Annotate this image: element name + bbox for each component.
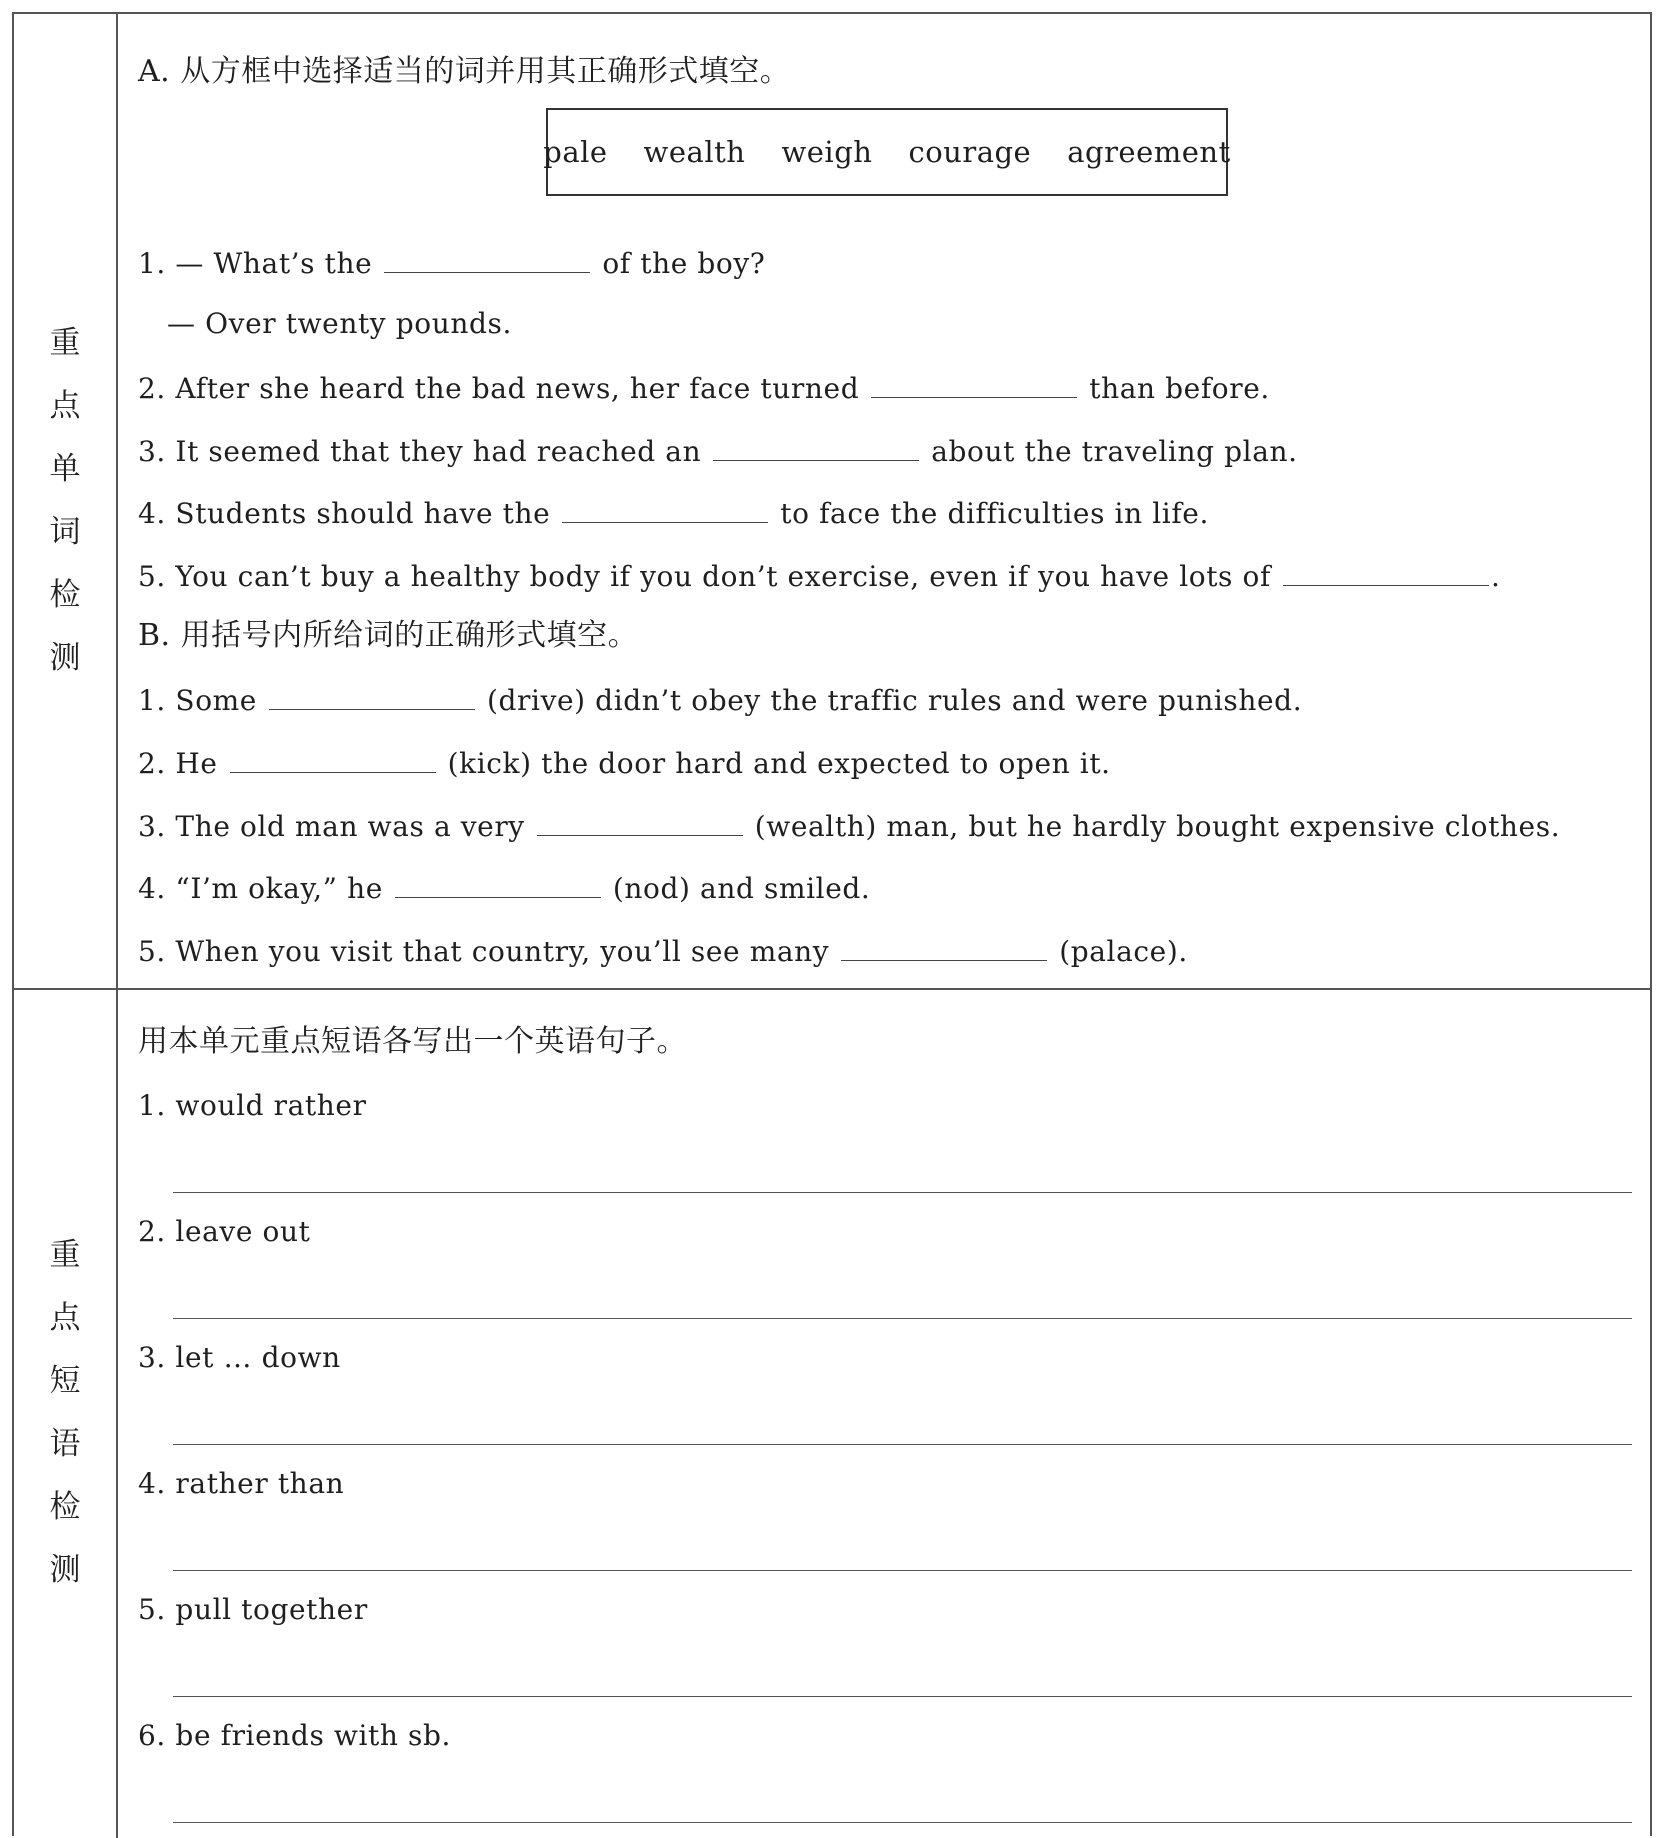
writing-line[interactable] (173, 1696, 1632, 1697)
part-b-instruction: B. 用括号内所给词的正确形式填空。 (138, 618, 639, 653)
part-b-item-5 (138, 932, 1188, 970)
item-text: about the traveling plan. (931, 435, 1298, 468)
vocab-section (14, 14, 1650, 990)
side-char: 检 (49, 577, 81, 613)
word-bank-word: weigh (781, 135, 873, 169)
answer-blank[interactable] (395, 869, 601, 898)
part-a-item-1-answer (167, 306, 512, 342)
phrase-item: 1. would rather (138, 1089, 367, 1122)
writing-line[interactable] (173, 1444, 1632, 1445)
worksheet (12, 12, 1652, 1836)
writing-line[interactable] (173, 1192, 1632, 1193)
answer-blank[interactable] (841, 932, 1047, 961)
phrase-section (14, 988, 1650, 1838)
item-text: (nod) and smiled. (612, 872, 871, 905)
phrase-item: 6. be friends with sb. (138, 1719, 452, 1752)
side-char: 检 (49, 1489, 81, 1525)
item-text: 4. Students should have the (138, 497, 551, 530)
item-text: 1. Some (138, 684, 257, 717)
item-text: 5. You can’t buy a healthy body if you don’t exercise, even if you have lots of (138, 560, 1271, 593)
item-text: 4. “I’m okay,” he (138, 872, 383, 905)
part-a-item-1 (138, 244, 765, 282)
word-bank-word: pale (543, 135, 608, 169)
item-text: to face the difficulties in life. (780, 497, 1209, 530)
item-text: 3. It seemed that they had reached an (138, 435, 702, 468)
answer-blank[interactable] (871, 369, 1077, 398)
answer-blank[interactable] (1283, 557, 1489, 586)
phrase-item: 2. leave out (138, 1215, 311, 1248)
answer-blank[interactable] (384, 244, 590, 273)
part-a-instruction: A. 从方框中选择适当的词并用其正确形式填空。 (138, 54, 791, 89)
side-char: 重 (49, 1237, 81, 1273)
item-text: 2. After she heard the bad news, her face turned (138, 372, 860, 405)
item-text: 2. He (138, 747, 218, 780)
item-text: (kick) the door hard and expected to open it. (447, 747, 1111, 780)
phrase-instruction: 用本单元重点短语各写出一个英语句子。 (138, 1024, 687, 1059)
part-a-item-3 (138, 432, 1298, 470)
item-text: 1. — What’s the (138, 247, 373, 280)
item-text: (wealth) man, but he hardly bought expensive clothes. (754, 810, 1561, 843)
item-text: (drive) didn’t obey the traffic rules and were punished. (486, 684, 1303, 717)
side-char: 测 (49, 1552, 81, 1588)
vocab-main (118, 14, 1650, 988)
side-char: 重 (49, 325, 81, 361)
phrase-item: 4. rather than (138, 1467, 345, 1500)
phrase-side-cell (14, 988, 118, 1838)
side-char: 语 (49, 1426, 81, 1462)
vocab-side-label (46, 312, 83, 690)
answer-blank[interactable] (537, 807, 743, 836)
side-char: 短 (49, 1363, 81, 1399)
writing-line[interactable] (173, 1318, 1632, 1319)
word-bank-word: wealth (643, 135, 746, 169)
item-text: . (1490, 560, 1501, 593)
phrase-side-label (46, 1224, 83, 1602)
part-b-item-4 (138, 869, 870, 907)
answer-blank[interactable] (562, 494, 768, 523)
item-text: — Over twenty pounds. (167, 307, 512, 340)
part-b-item-1 (138, 681, 1302, 719)
writing-line[interactable] (173, 1822, 1632, 1823)
word-bank-word: agreement (1067, 135, 1231, 169)
answer-blank[interactable] (269, 681, 475, 710)
word-bank-word: courage (908, 135, 1032, 169)
phrase-item: 3. let … down (138, 1341, 341, 1374)
part-a-item-4 (138, 494, 1209, 532)
side-char: 点 (49, 388, 81, 424)
answer-blank[interactable] (230, 744, 436, 773)
side-char: 点 (49, 1300, 81, 1336)
item-text: (palace). (1059, 935, 1188, 968)
phrase-item: 5. pull together (138, 1593, 368, 1626)
side-char: 测 (49, 640, 81, 676)
vocab-side-cell (14, 14, 118, 988)
part-a-item-2 (138, 369, 1270, 407)
part-a-item-5 (138, 557, 1500, 595)
item-text: 5. When you visit that country, you’ll see many (138, 935, 830, 968)
word-bank-box (543, 108, 1231, 196)
part-b-item-2 (138, 744, 1111, 782)
item-text: than before. (1089, 372, 1270, 405)
item-text: of the boy? (602, 247, 766, 280)
side-char: 词 (49, 514, 81, 550)
phrase-main (118, 988, 1650, 1838)
writing-line[interactable] (173, 1570, 1632, 1571)
side-char: 单 (49, 451, 81, 487)
item-text: 3. The old man was a very (138, 810, 525, 843)
answer-blank[interactable] (713, 432, 919, 461)
part-b-item-3 (138, 807, 1560, 845)
